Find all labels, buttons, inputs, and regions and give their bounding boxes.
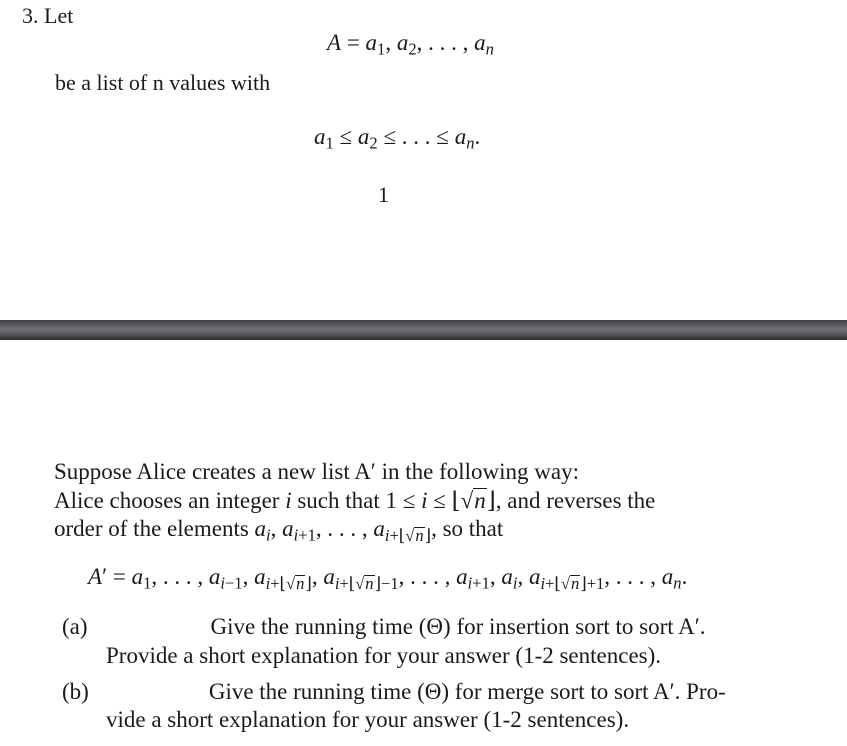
part-a-text-1: Give the running time (Θ) for insertion sort to sort A′. <box>210 614 706 639</box>
part-b-text-1: Give the running time (Θ) for merge sort to sort A′. Pro- <box>208 679 726 704</box>
part-a-line-2: Provide a short explanation for your answer (1-2 sentences). <box>106 643 662 668</box>
part-a-line-1 <box>62 614 706 640</box>
equation-reversed-list: $A' = a_1$, . . . , $a_{i-1}$, $a_{i+⌊√n⌋}$, $a_{i+⌊√n⌋-1}$, . . . , $a_{i+1}$, $a_i$, $a_{i+⌊√n⌋+1}$, . . . , $a_n$. <box>88 564 688 593</box>
intro-line-1: Suppose Alice creates a new list A′ in the following way: <box>54 459 579 484</box>
equation-sorted-order: $a_1 \le a_2$ ≤ . . . ≤ $a_n$. <box>314 124 481 153</box>
part-b-label: (b) <box>62 679 89 704</box>
intro-line-3: order of the elements $a_i$, $a_{i+1}$, . . . , $a_{i+⌊√n⌋}$, so that <box>54 516 504 545</box>
intro-line-2: Alice chooses an integer i such that 1 ≤ i ≤ ⌊√n⌋, and reverses the <box>54 488 656 513</box>
page-separator <box>0 320 847 340</box>
part-b-line-1 <box>62 679 726 705</box>
intro-text: be a list of n values with <box>55 70 271 95</box>
page-number: 1 <box>378 182 389 207</box>
question-heading: 3. Let <box>22 3 74 28</box>
part-b-line-2: vide a short explanation for your answer (1-2 sentences). <box>106 707 630 732</box>
equation-list-definition: $A = a_1$, $a_2$, . . . , $a_n$ <box>327 30 494 59</box>
part-a-label: (a) <box>62 614 88 639</box>
